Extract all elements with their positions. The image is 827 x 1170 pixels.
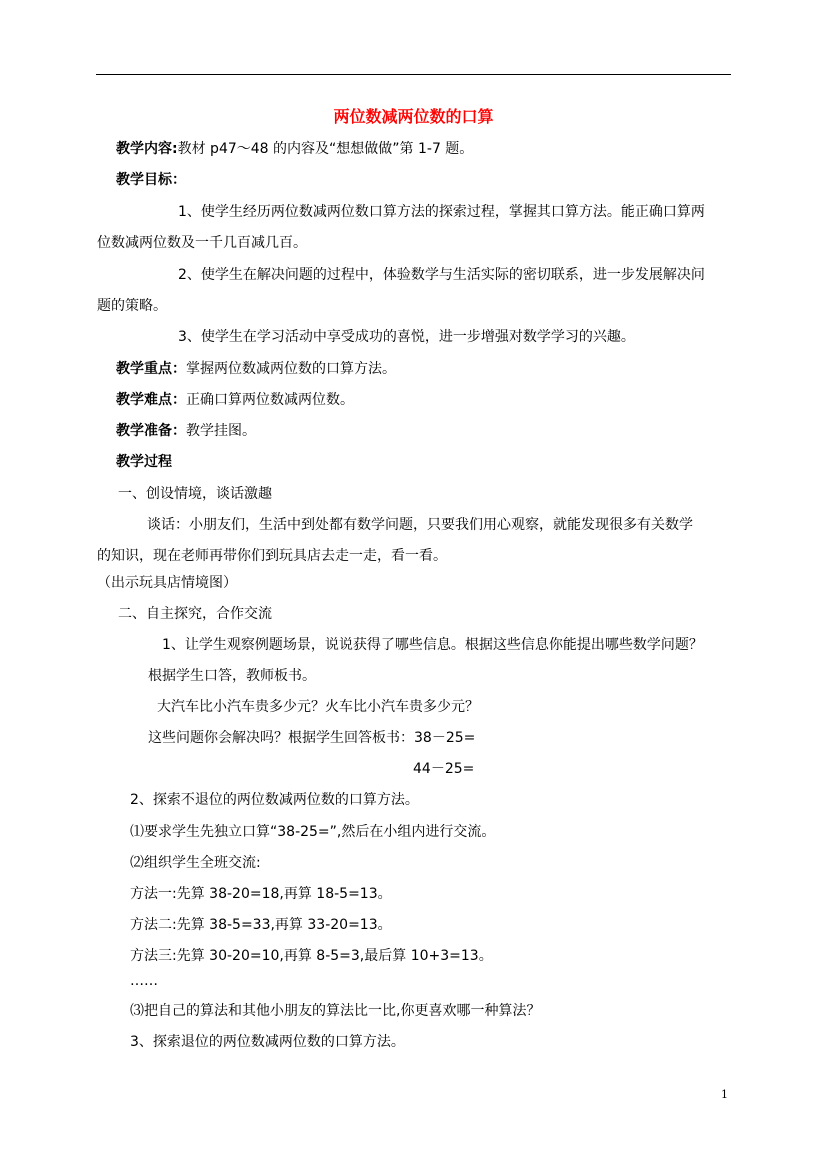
teaching-content-label: 教学内容: xyxy=(116,141,178,157)
method-3: 方法三:先算 30-20=10,再算 8-5=3,最后算 10+3=13。 xyxy=(130,948,493,964)
preparation-label: 教学准备： xyxy=(116,423,186,439)
section1-talk-2: 的知识，现在老师再带你们到玩具店去走一走，看一看。 xyxy=(97,548,447,564)
section1-note: （出示玩具店情境图） xyxy=(97,575,237,591)
section1-talk-1: 谈话：小朋友们，生活中到处都有数学问题，只要我们用心观察，就能发现很多有关数学 xyxy=(147,517,693,533)
preparation xyxy=(116,421,256,441)
teaching-content xyxy=(116,139,473,159)
section2-heading: 二、自主探究，合作交流 xyxy=(118,606,272,622)
section2-step-5: 44－25= xyxy=(413,761,475,777)
section2-step-8: ⑵组织学生全班交流: xyxy=(130,855,261,871)
section2-step-1: 1、让学生观察例题场景，说说获得了哪些信息。根据这些信息你能提出哪些数学问题？ xyxy=(162,637,703,653)
key-point-label: 教学重点： xyxy=(116,361,186,377)
difficulty-text: 正确口算两位数减两位数。 xyxy=(186,392,354,408)
difficulty xyxy=(116,390,354,410)
ellipsis: …… xyxy=(130,973,158,989)
difficulty-label: 教学难点： xyxy=(116,392,186,408)
section2-step-4: 这些问题你会解决吗？根据学生回答板书：38－25= xyxy=(148,730,476,746)
objective-2b: 题的策略。 xyxy=(97,298,167,314)
section2-step-2: 根据学生口答，教师板书。 xyxy=(148,668,316,684)
preparation-text: 教学挂图。 xyxy=(186,423,256,439)
objective-1a: 1、使学生经历两位数减两位数口算方法的探索过程，掌握其口算方法。能正确口算两 xyxy=(178,204,705,220)
objective-2a: 2、使学生在解决问题的过程中，体验数学与生活实际的密切联系，进一步发展解决问 xyxy=(178,267,705,283)
section2-step-3: 大汽车比小汽车贵多少元？火车比小汽车贵多少元？ xyxy=(157,699,479,715)
key-point-text: 掌握两位数减两位数的口算方法。 xyxy=(186,361,396,377)
key-point xyxy=(116,359,396,379)
teaching-content-text: 教材 p47～48 的内容及“想想做做”第 1-7 题。 xyxy=(177,141,474,157)
section2-step-6: 2、探索不退位的两位数减两位数的口算方法。 xyxy=(130,792,419,808)
process-label: 教学过程 xyxy=(116,454,172,470)
method-2: 方法二:先算 38-5=33,再算 33-20=13。 xyxy=(130,917,392,933)
objectives-label: 教学目标： xyxy=(116,172,186,188)
section1-heading: 一、创设情境，谈话激趣 xyxy=(118,486,272,502)
section2-step-7: ⑴要求学生先独立口算“38-25=”,然后在小组内进行交流。 xyxy=(130,824,496,840)
method-1: 方法一:先算 38-20=18,再算 18-5=13。 xyxy=(130,886,392,902)
section2-step-14: 3、探索退位的两位数减两位数的口算方法。 xyxy=(130,1034,405,1050)
document-title: 两位数减两位数的口算 xyxy=(333,107,494,126)
page-number: 1 xyxy=(721,1088,728,1101)
objective-1b: 位数减两位数及一千几百减几百。 xyxy=(97,235,307,251)
objective-3: 3、使学生在学习活动中享受成功的喜悦，进一步增强对数学学习的兴趣。 xyxy=(178,329,635,345)
header-rule xyxy=(96,74,731,75)
section2-step-13: ⑶把自己的算法和其他小朋友的算法比一比,你更喜欢哪一种算法？ xyxy=(130,1003,541,1019)
